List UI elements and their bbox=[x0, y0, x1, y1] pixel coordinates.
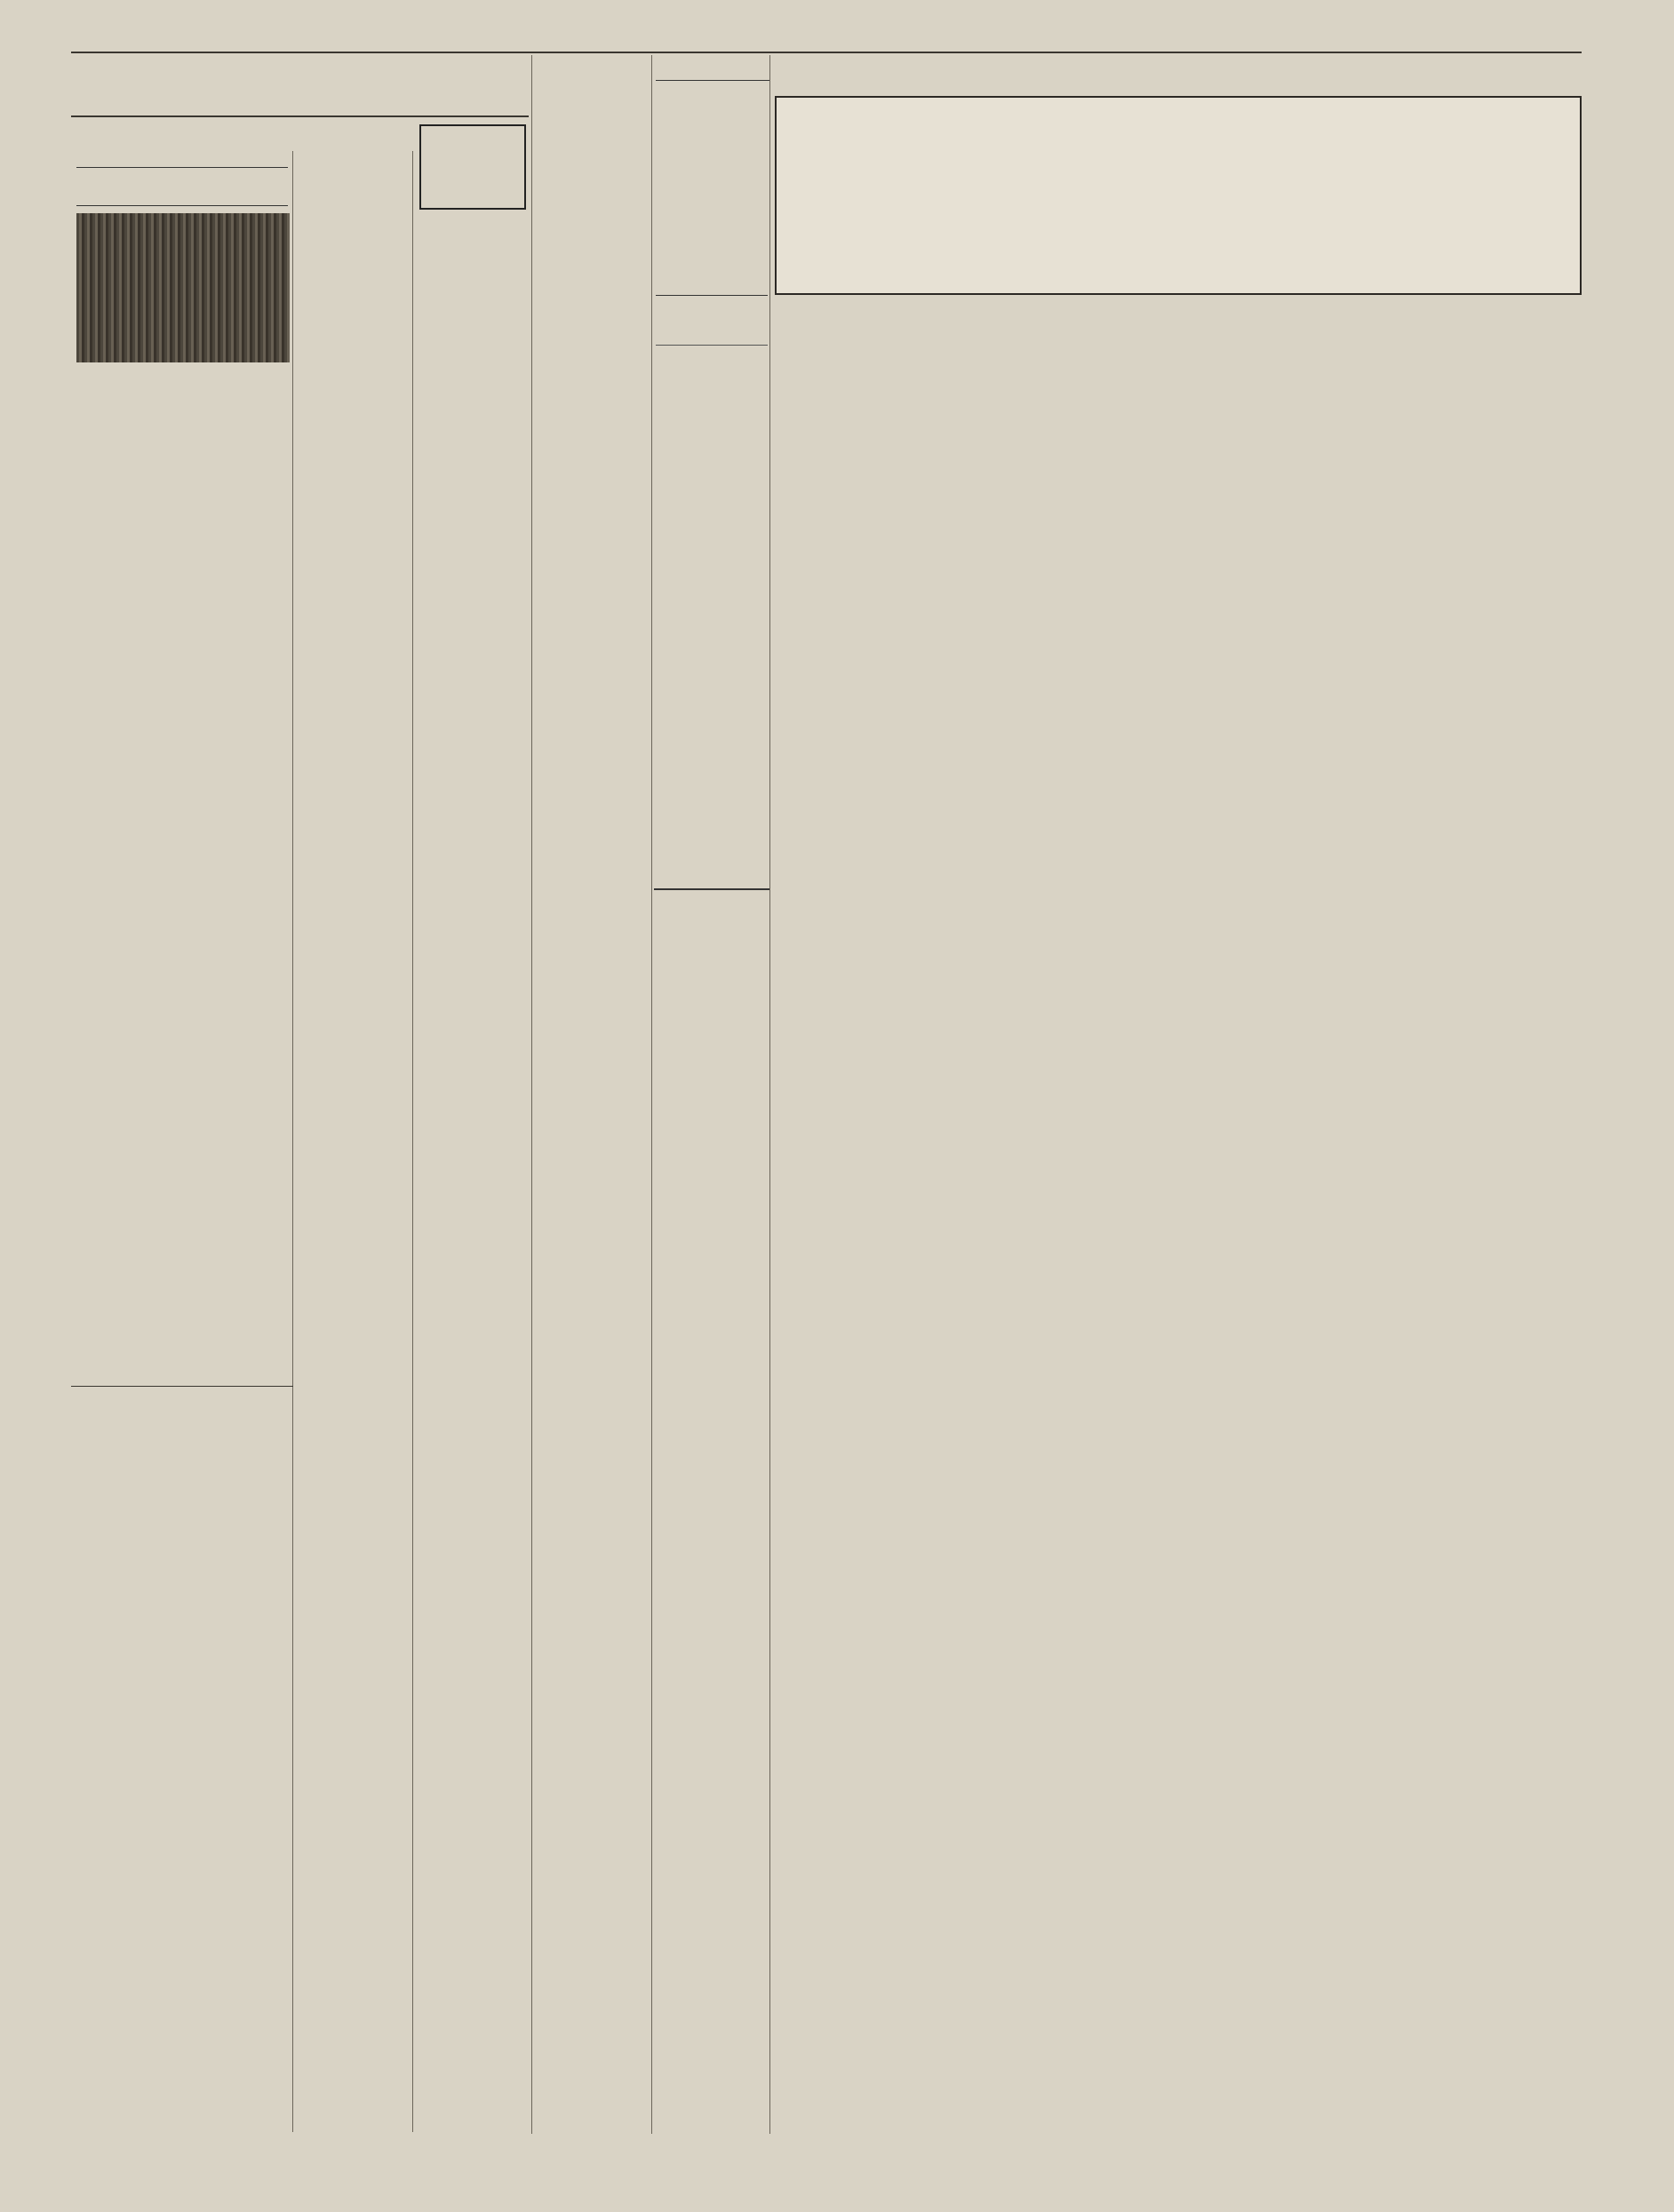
column-rule bbox=[769, 55, 770, 2134]
notiziario-body bbox=[538, 1590, 649, 2123]
cinema-body bbox=[538, 1087, 766, 1514]
convegno-body bbox=[76, 370, 290, 778]
section-rule bbox=[71, 115, 529, 117]
moto-body bbox=[418, 1675, 530, 2120]
stato-civile-box bbox=[419, 124, 526, 210]
radio-body bbox=[656, 1610, 768, 2125]
corridoni-body bbox=[299, 1919, 409, 2132]
scolaro-body bbox=[299, 554, 409, 643]
convegno-subdeck-box bbox=[76, 167, 288, 206]
ad-borsalino bbox=[775, 96, 1582, 295]
section-rule bbox=[71, 1386, 293, 1387]
ciclisti-body bbox=[418, 560, 530, 648]
scoppio-body bbox=[299, 165, 409, 508]
convegno-photo bbox=[76, 213, 290, 362]
convocazioni-body bbox=[418, 679, 530, 732]
pepere-body bbox=[299, 1821, 409, 1892]
column-rule bbox=[292, 151, 293, 2132]
valigie-body bbox=[418, 295, 530, 526]
mistica-body bbox=[76, 1443, 290, 2136]
obbligazioni-title bbox=[654, 888, 769, 890]
section-header-borsa bbox=[656, 80, 769, 81]
column-rule bbox=[531, 55, 532, 2134]
sportive-body bbox=[300, 899, 528, 1379]
borsa-table-header bbox=[656, 296, 768, 346]
calciatori-body bbox=[418, 1436, 530, 1533]
podesta-body bbox=[299, 1713, 409, 1780]
borsa-table bbox=[656, 295, 768, 872]
borsa-report bbox=[656, 110, 768, 288]
masthead-rule bbox=[71, 52, 1582, 53]
